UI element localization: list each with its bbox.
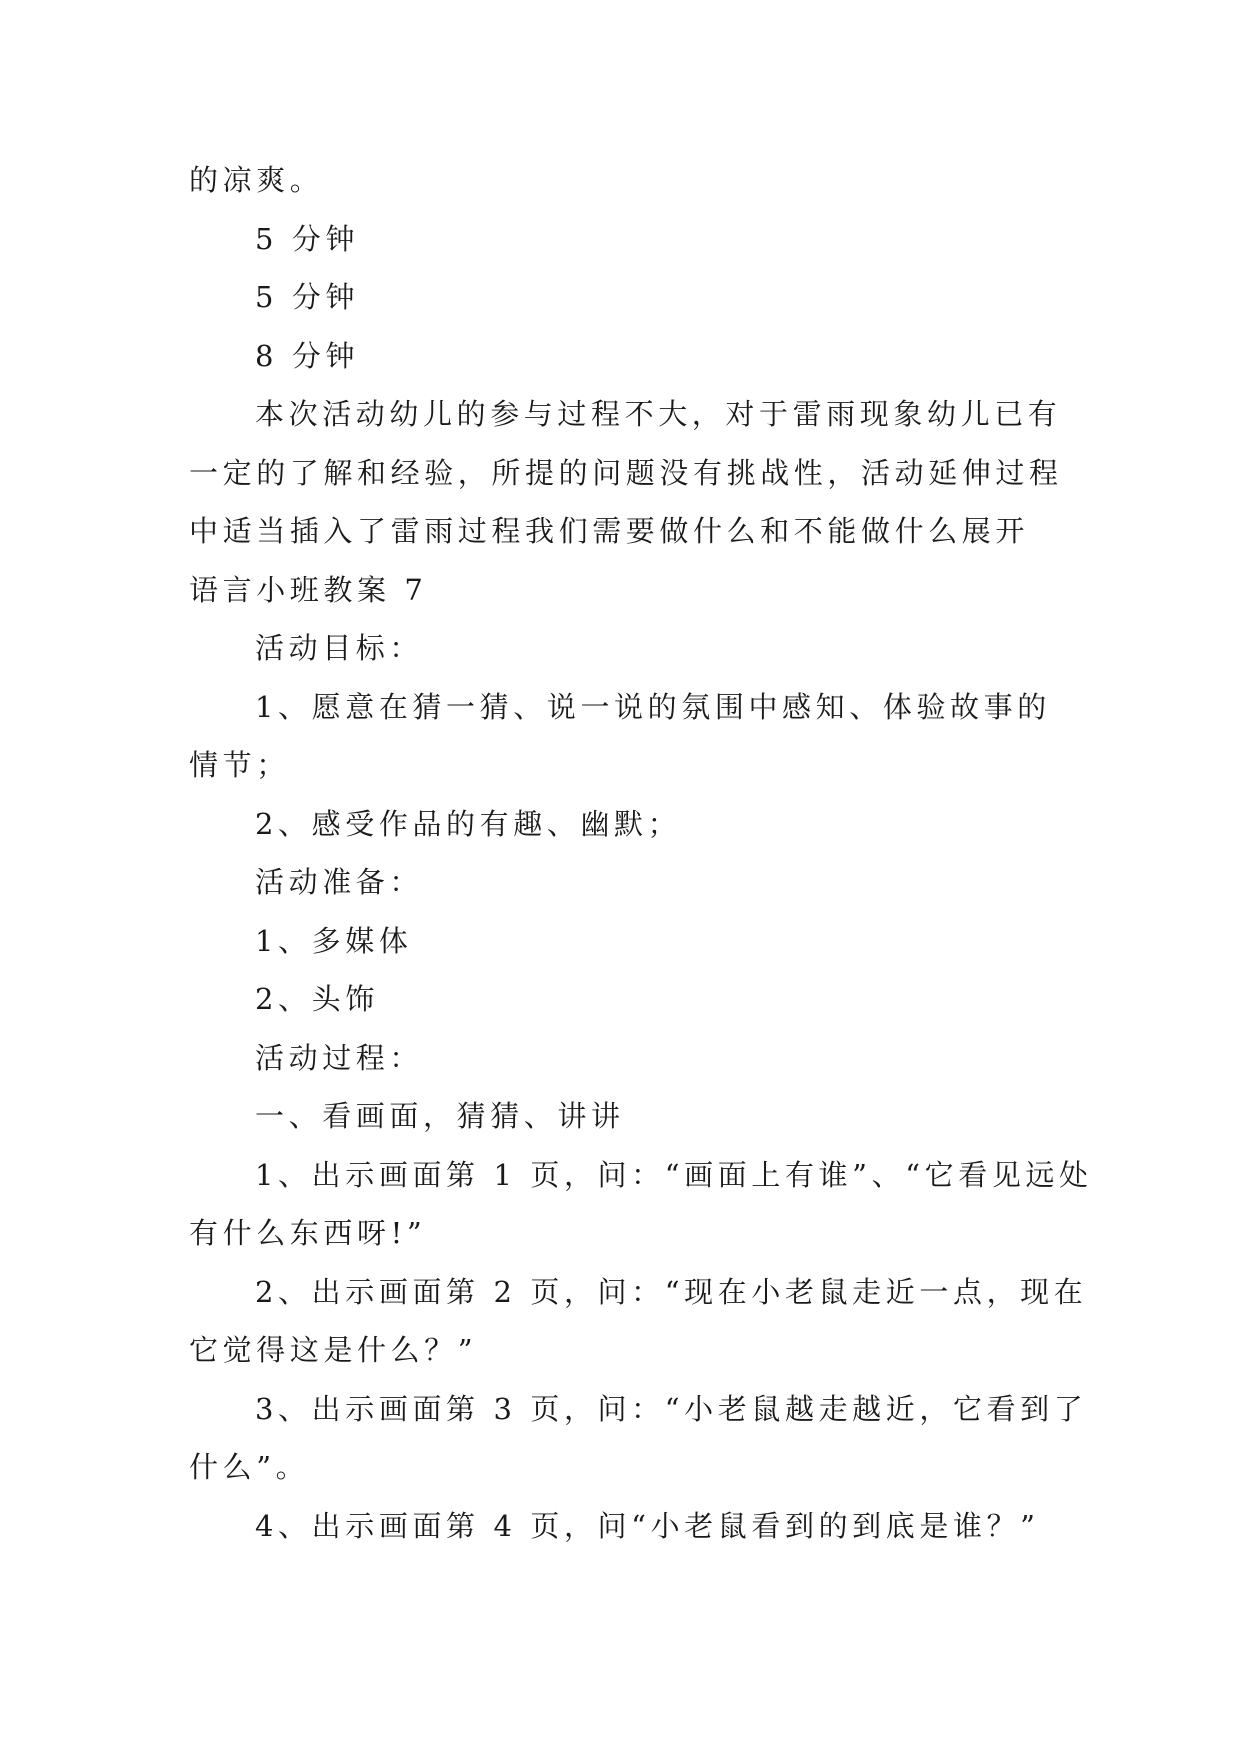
text-line: 5 分钟 bbox=[255, 280, 360, 314]
text-line: 活动目标： bbox=[255, 631, 424, 665]
text-line: 一、看画面，猜猜、讲讲 bbox=[255, 1099, 625, 1133]
text-line: 它觉得这是什么？” bbox=[189, 1333, 478, 1367]
text-line: 语言小班教案 7 bbox=[189, 572, 428, 607]
text-line: 情节； bbox=[189, 748, 290, 782]
text-line: 8 分钟 bbox=[255, 338, 360, 373]
text-line: 1、愿意在猜一猜、说一说的氛围中感知、体验故事的 bbox=[255, 689, 1051, 724]
text-line: 中适当插入了雷雨过程我们需要做什么和不能做什么展开 bbox=[189, 514, 1030, 548]
text-line: 的凉爽。 bbox=[189, 163, 324, 197]
document-body bbox=[189, 151, 1093, 1555]
text-line: 有什么东西呀!” bbox=[189, 1216, 427, 1250]
text-line: 1、多媒体 bbox=[255, 923, 413, 958]
text-line: 本次活动幼儿的参与过程不大，对于雷雨现象幼儿已有 bbox=[255, 397, 1062, 431]
text-line: 3、出示画面第 3 页，问：“小老鼠越走越近，它看到了 bbox=[255, 1391, 1088, 1426]
text-line: 什么”。 bbox=[189, 1450, 310, 1484]
text-line: 2、头饰 bbox=[255, 982, 379, 1016]
text-line: 1、出示画面第 1 页，问：“画面上有谁”、“它看见远处 bbox=[255, 1157, 1093, 1192]
text-line: 2、出示画面第 2 页，问：“现在小老鼠走近一点，现在 bbox=[255, 1274, 1088, 1309]
text-line: 2、感受作品的有趣、幽默； bbox=[255, 806, 682, 841]
text-line: 活动过程： bbox=[255, 1040, 424, 1075]
text-line: 活动准备： bbox=[255, 865, 424, 899]
text-line: 4、出示画面第 4 页，问“小老鼠看到的到底是谁？” bbox=[255, 1508, 1040, 1543]
text-line: 5 分钟 bbox=[255, 221, 360, 256]
text-line: 一定的了解和经验，所提的问题没有挑战性，活动延伸过程 bbox=[189, 455, 1063, 490]
